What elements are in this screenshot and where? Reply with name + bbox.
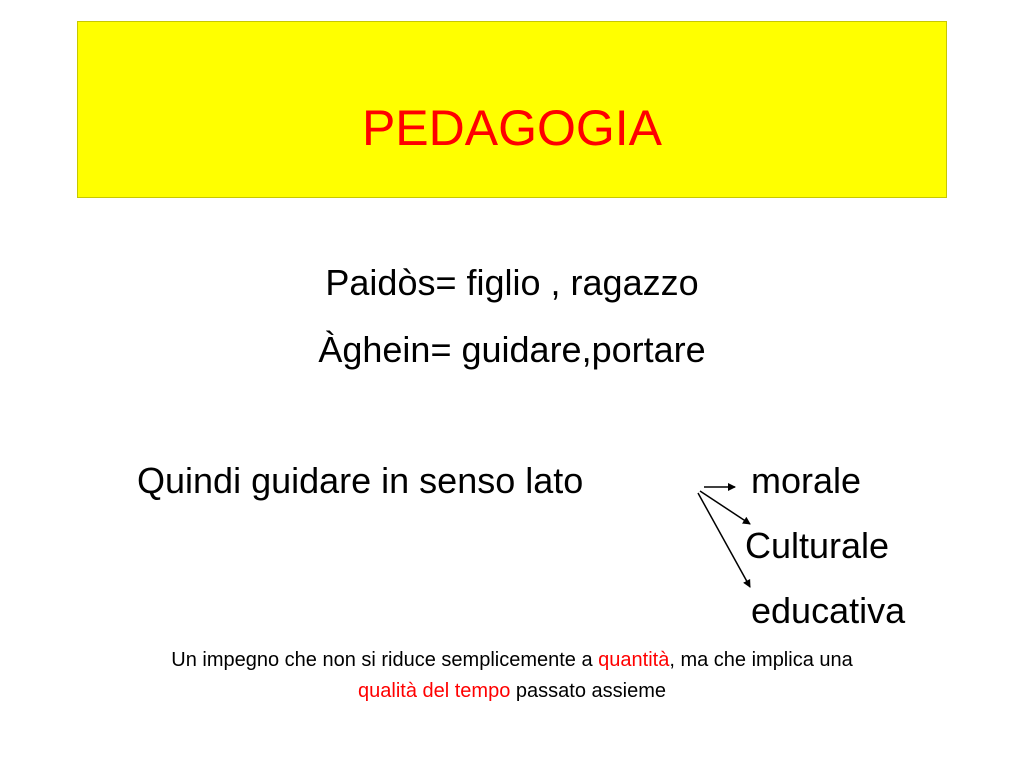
note-text-1: Un impegno che non si riduce semplicemente a	[171, 649, 599, 671]
meaning-lead: Quindi guidare in senso lato	[137, 460, 584, 501]
note-text-3: passato assieme	[510, 680, 666, 702]
etymology-paidos: Paidòs= figlio , ragazzo	[325, 262, 699, 303]
branch-morale: morale	[751, 460, 862, 501]
note-text-2: , ma che implica una	[669, 649, 853, 671]
branch-educativa: educativa	[751, 590, 906, 631]
slide-title: PEDAGOGIA	[361, 100, 663, 156]
note-line-2	[10, 676, 1014, 707]
etymology-aghein: Àghein= guidare,portare	[318, 329, 706, 370]
title-box	[77, 21, 947, 198]
branch-culturale: Culturale	[745, 525, 890, 566]
arrow-to-culturale	[700, 491, 750, 524]
note-highlight-qualita: qualità del tempo	[358, 680, 511, 702]
note-line-1	[10, 645, 1014, 676]
note-highlight-quantita: quantità	[598, 649, 670, 671]
